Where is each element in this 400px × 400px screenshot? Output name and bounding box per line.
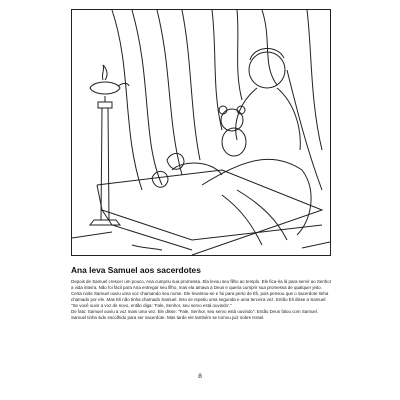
story-paragraph: Certa noite Samuel ouviu uma voz chamando seu nome. Ele levantou-se e foi para perto de Eli, pois pensou que o sacerdote tinha chamado por ele. Mas Eli não tinha chamado Samuel. Isso se repetiu uma segunda e uma terceira vez. Então Eli disse a Samuel: "Se você ouvir a voz de novo, então diga: 'Fale, Senhor, seu servo está ouvindo'." <box>71 291 329 308</box>
story-paragraph: Depois de Samuel crescer um pouco, Ana cumpriu sua promessa. Ela levou seu filho ao templo. Ele fica-ria lá para servir ao Senhor a vida inteira. Não foi fácil para Ana entregar seu filho, mas ela amava a Deus e queria cumprir sua promessa de qualquer jeito. <box>71 279 332 290</box>
story-title: Ana leva Samuel aos sacerdotes <box>71 265 201 275</box>
page-number: 8 <box>198 373 202 380</box>
coloring-illustration <box>71 9 331 256</box>
story-body <box>71 279 333 321</box>
story-paragraph: De fato: Samuel ouviu a voz mais uma vez. Ele disse: "Fale, Senhor, seu servo está ouvindo". Então Deus falou com Samuel. <box>71 309 319 314</box>
samuel-in-bed-drawing <box>72 10 330 255</box>
story-paragraph: Samuel tinha sido escolhido para ser sacerdote. Mas tarde ele também se tornou juiz sobre Israel. <box>71 315 265 320</box>
